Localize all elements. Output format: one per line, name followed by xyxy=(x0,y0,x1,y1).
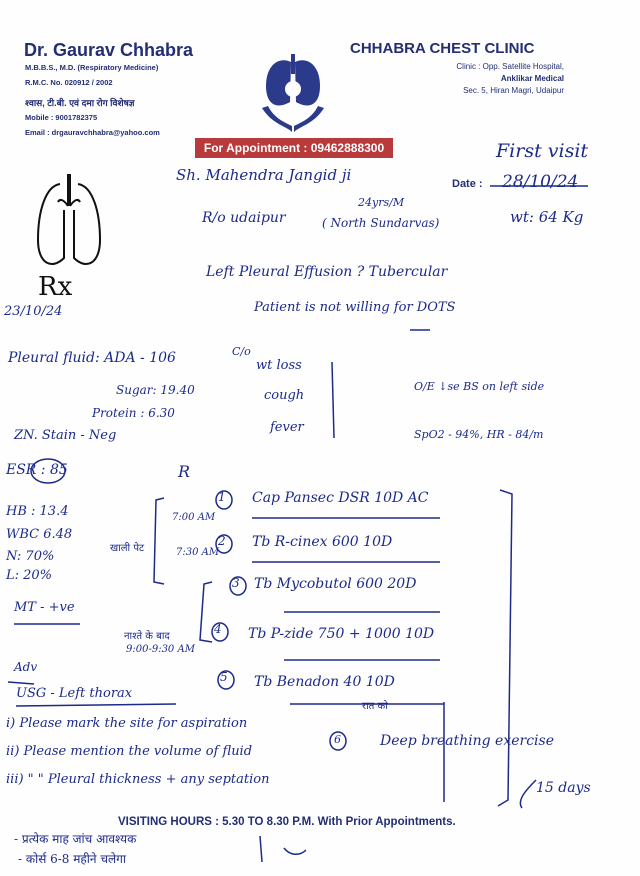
after-breakfast-note: नाश्ते के बाद xyxy=(124,631,170,642)
med-5-name: Tb Benadon 40 10D xyxy=(254,674,395,690)
note-tick xyxy=(284,848,306,854)
complaint-fever: fever xyxy=(270,420,304,435)
appointment-banner: For Appointment : 09462888300 xyxy=(195,138,393,158)
advice-line-3: iii) " " Pleural thickness + any septation xyxy=(6,772,270,787)
hindi-note-2: - कोर्स 6-8 महीने चलेगा xyxy=(18,852,127,866)
doctor-specialty: श्वास, टी.बी. एवं दमा रोग विशेषज्ञ xyxy=(25,98,135,108)
clinic-address-1: Clinic : Opp. Satellite Hospital, xyxy=(456,62,564,71)
med-2-number: 2 xyxy=(218,534,226,548)
med-1-number: 1 xyxy=(218,490,226,504)
doctor-name: Dr. Gaurav Chhabra xyxy=(24,40,194,60)
diagnosis: Left Pleural Effusion ? Tubercular xyxy=(206,264,448,280)
med-2-circle xyxy=(216,535,232,553)
med-4-circle xyxy=(212,623,228,641)
pleural-fluid: Pleural fluid: ADA - 106 xyxy=(8,350,176,366)
wbc-value: WBC 6.48 xyxy=(6,527,73,542)
sugar: Sugar: 19.40 xyxy=(116,383,195,397)
med-1-name: Cap Pansec DSR 10D AC xyxy=(252,490,429,506)
follow-up: 15 days xyxy=(536,780,591,796)
med-2-time: 7:30 AM xyxy=(176,547,220,558)
right-bracket xyxy=(498,490,512,806)
doctor-degrees: M.B.B.S., M.D. (Respiratory Medicine) xyxy=(25,63,159,72)
med-3-name: Tb Mycobutol 600 20D xyxy=(254,576,417,592)
clinic-name: CHHABRA CHEST CLINIC xyxy=(350,40,535,57)
zn-stain: ZN. Stain - Neg xyxy=(14,428,117,443)
med-2-name: Tb R-cinex 600 10D xyxy=(252,534,393,550)
neutrophil-value: N: 70% xyxy=(6,549,55,564)
age-sex: 24yrs/M xyxy=(358,196,405,209)
complaint-weight-loss: wt loss xyxy=(256,358,302,373)
doctor-email: Email : drgauravchhabra@yahoo.com xyxy=(25,128,160,137)
med-4-name: Tb P-zide 750 + 1000 10D xyxy=(248,626,435,642)
left-bracket-2 xyxy=(200,582,212,642)
usg-advice: USG - Left thorax xyxy=(16,686,133,701)
date-label: Date : xyxy=(452,178,483,190)
doctor-mobile: Mobile : 9001782375 xyxy=(25,113,98,122)
clinic-address-2: Anklikar Medical xyxy=(500,74,564,83)
advice-line-1: i) Please mark the site for aspiration xyxy=(6,716,248,731)
at-night-note: रात को xyxy=(362,701,388,712)
med-5-circle xyxy=(218,671,234,689)
residence: R/o udaipur xyxy=(202,210,286,226)
first-visit-note: First visit xyxy=(496,140,589,162)
complaint-cough: cough xyxy=(264,388,305,403)
lymphocyte-value: L: 20% xyxy=(6,568,53,583)
clinic-address-3: Sec. 5, Hiran Magri, Udaipur xyxy=(463,86,564,95)
esr: ESR : 85 xyxy=(6,462,68,478)
doctor-rmc: R.M.C. No. 020912 / 2002 xyxy=(25,78,113,87)
med-1-circle xyxy=(216,491,232,509)
usg-underline xyxy=(16,704,176,706)
complaints-divider xyxy=(332,362,334,438)
protein: Protein : 6.30 xyxy=(92,406,175,420)
rx-symbol: Rx xyxy=(38,272,73,302)
visiting-hours: VISITING HOURS : 5.30 TO 8.30 P.M. With Prior Appointments. xyxy=(118,816,456,828)
rx-mark: R xyxy=(178,462,191,481)
item-6-number: 6 xyxy=(334,733,341,746)
margin-date: 23/10/24 xyxy=(4,304,63,319)
complaints-label: C/o xyxy=(232,345,251,358)
dots-note: Patient is not willing for DOTS xyxy=(254,300,456,315)
advice-line-2: ii) Please mention the volume of fluid xyxy=(6,744,253,759)
med-4-number: 4 xyxy=(214,622,222,636)
note-divider xyxy=(260,836,262,862)
hb-value: HB : 13.4 xyxy=(6,504,69,519)
vitals: SpO2 - 94%, HR - 84/m xyxy=(414,428,544,441)
weight: wt: 64 Kg xyxy=(510,208,584,226)
breathing-exercise: Deep breathing exercise xyxy=(380,733,554,749)
mt-result: MT - +ve xyxy=(14,600,75,615)
adv-underline xyxy=(8,682,34,684)
empty-stomach-note: खाली पेट xyxy=(110,543,145,554)
visit-date: 28/10/24 xyxy=(502,172,579,192)
occupation: ( North Sundarvas) xyxy=(322,216,440,230)
advice-label: Adv xyxy=(14,660,38,674)
left-bracket-1 xyxy=(154,498,164,584)
esr-circle xyxy=(31,459,65,483)
med-3-number: 3 xyxy=(232,576,240,590)
patient-name: Sh. Mahendra Jangid ji xyxy=(176,166,352,184)
hindi-note-1: - प्रत्येक माह जांच आवश्यक xyxy=(14,832,137,846)
med-4-time: 9:00-9:30 AM xyxy=(126,644,195,655)
med-1-time: 7:00 AM xyxy=(172,512,216,523)
med-5-number: 5 xyxy=(220,670,228,684)
followup-arrow xyxy=(520,780,536,808)
exam-finding: O/E ↓se BS on left side xyxy=(414,380,545,393)
med-3-circle xyxy=(230,577,246,595)
item-6-circle xyxy=(330,732,346,750)
